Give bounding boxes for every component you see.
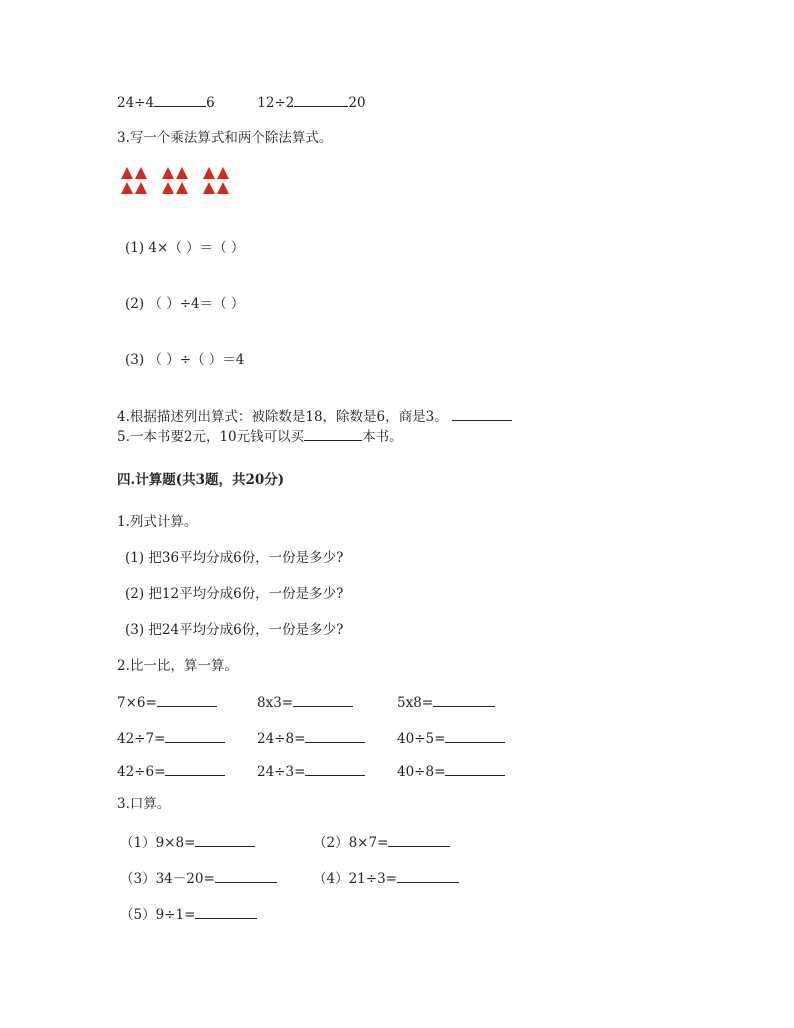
calc2-cell xyxy=(257,762,365,780)
answer-blank[interactable] xyxy=(388,833,450,847)
triangle-icon xyxy=(203,167,215,179)
q3-title: 3.写一个乘法算式和两个除法算式。 xyxy=(117,130,333,146)
compare-right-blank[interactable] xyxy=(294,93,348,107)
calc3-expr: （1）9×8= xyxy=(120,835,196,851)
calc2-cell xyxy=(117,693,217,711)
triangle-icon xyxy=(176,182,188,194)
answer-blank[interactable] xyxy=(445,762,505,776)
calc3-expr: （3）34－20= xyxy=(120,871,215,887)
calc2-cell xyxy=(397,762,505,780)
compare-left-right: 6 xyxy=(206,95,215,111)
answer-blank[interactable] xyxy=(165,729,225,743)
calc2-expr: 42÷6= xyxy=(117,764,166,780)
triangle-icon xyxy=(121,182,133,194)
triangle-cluster xyxy=(162,167,189,195)
calc3-title: 3.口算。 xyxy=(117,796,171,812)
calc2-cell xyxy=(397,729,505,747)
calc2-expr: 24÷3= xyxy=(257,764,306,780)
triangle-icon xyxy=(176,167,188,179)
triangle-cluster xyxy=(203,167,230,195)
calc1-item-2: (2) 把12平均分成6份，一份是多少? xyxy=(125,586,344,602)
calc2-cell xyxy=(257,729,365,747)
q3-item-1: (1) 4×（ ）＝（ ） xyxy=(125,240,245,256)
answer-blank[interactable] xyxy=(215,869,277,883)
answer-blank[interactable] xyxy=(157,693,217,707)
calc3-item xyxy=(120,903,257,923)
answer-blank[interactable] xyxy=(445,729,505,743)
calc2-expr: 5x8= xyxy=(397,695,434,711)
q5-blank[interactable] xyxy=(304,427,362,441)
calc2-expr: 40÷5= xyxy=(397,731,446,747)
section-heading: 四.计算题(共3题，共20分) xyxy=(117,472,285,488)
calc2-expr: 24÷8= xyxy=(257,731,306,747)
q5-text-after: 本书。 xyxy=(362,429,403,445)
answer-blank[interactable] xyxy=(165,762,225,776)
q3-item-3: (3) （ ）÷（ ）＝4 xyxy=(125,352,245,368)
answer-blank[interactable] xyxy=(195,905,257,919)
calc2-cell xyxy=(117,762,225,780)
triangle-icon xyxy=(217,182,229,194)
calc2-expr: 8x3= xyxy=(257,695,294,711)
calc2-cell xyxy=(397,693,495,711)
calc2-expr: 42÷7= xyxy=(117,731,166,747)
q5-row xyxy=(117,427,403,446)
triangle-icon xyxy=(203,182,215,194)
triangle-cluster xyxy=(121,167,148,195)
compare-right-expr: 12÷2 xyxy=(257,95,295,111)
triangle-icon xyxy=(135,182,147,194)
triangle-icon xyxy=(217,167,229,179)
q4-text: 4.根据描述列出算式：被除数是18，除数是6，商是3。 xyxy=(117,409,448,425)
calc3-expr: （5）9÷1= xyxy=(120,907,196,923)
calc1-item-1: (1) 把36平均分成6份，一份是多少? xyxy=(125,550,344,566)
compare-left-expr: 24÷4 xyxy=(117,95,155,111)
calc3-item xyxy=(313,867,459,887)
answer-blank[interactable] xyxy=(433,693,495,707)
calc3-expr: （2）8×7= xyxy=(313,835,389,851)
triangle-icon xyxy=(135,167,147,179)
calc1-item-3: (3) 把24平均分成6份，一份是多少? xyxy=(125,622,344,638)
triangle-icon xyxy=(162,167,174,179)
triangle-groups xyxy=(121,167,230,195)
q3-item-2: (2) （ ）÷4＝（ ） xyxy=(125,296,245,312)
triangle-icon xyxy=(121,167,133,179)
triangle-icon xyxy=(162,182,174,194)
calc3-item xyxy=(120,831,255,851)
compare-row xyxy=(117,93,366,112)
answer-blank[interactable] xyxy=(195,833,255,847)
calc3-item xyxy=(120,867,277,887)
calc1-title: 1.列式计算。 xyxy=(117,514,198,530)
q4-row xyxy=(117,407,512,426)
compare-right-right: 20 xyxy=(348,95,366,111)
answer-blank[interactable] xyxy=(305,762,365,776)
calc3-expr: （4）21÷3= xyxy=(313,871,397,887)
calc2-cell xyxy=(257,693,353,711)
calc2-cell xyxy=(117,729,225,747)
q5-text-before: 5.一本书要2元，10元钱可以买 xyxy=(117,429,305,445)
answer-blank[interactable] xyxy=(293,693,353,707)
compare-left-blank[interactable] xyxy=(154,93,206,107)
calc3-item xyxy=(313,831,450,851)
answer-blank[interactable] xyxy=(305,729,365,743)
answer-blank[interactable] xyxy=(397,869,459,883)
calc2-expr: 7×6= xyxy=(117,695,157,711)
calc2-expr: 40÷8= xyxy=(397,764,446,780)
calc2-title: 2.比一比，算一算。 xyxy=(117,658,238,674)
q4-blank[interactable] xyxy=(452,407,512,421)
